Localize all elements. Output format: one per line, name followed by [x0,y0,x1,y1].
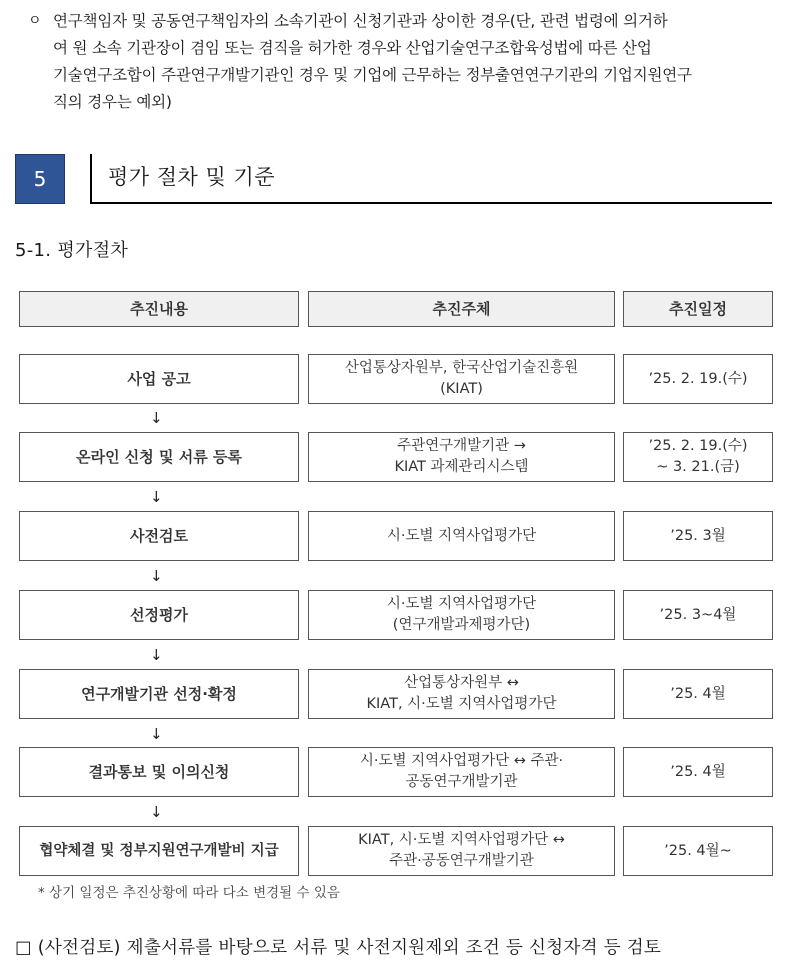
table-row-step: 온라인 신청 및 서류 등록 [19,432,299,482]
intro-paragraph [28,8,773,116]
down-arrow-icon: ↓ [150,725,163,743]
down-arrow-icon: ↓ [150,409,163,427]
table-header-content: 추진내용 [19,291,299,327]
table-row-schedule: ’25. 4월 [623,669,773,719]
table-row-actor: 시·도별 지역사업평가단 [308,511,615,561]
intro-line-4: 직의 경우는 예외) [53,93,172,111]
down-arrow-icon: ↓ [150,803,163,821]
circle-bullet-icon: ㅇ [28,13,42,29]
table-row-actor: 산업통상자원부, 한국산업기술진흥원 (KIAT) [308,354,615,404]
section-number-badge: 5 [15,154,65,204]
table-header-schedule: 추진일정 [623,291,773,327]
table-row-step: 사업 공고 [19,354,299,404]
section-heading [15,154,772,204]
schedule-note: * 상기 일정은 추진상황에 따라 다소 변경될 수 있음 [38,885,340,901]
down-arrow-icon: ↓ [150,567,163,585]
table-row-actor: 주관연구개발기관 → KIAT 과제관리시스템 [308,432,615,482]
table-row-schedule: ’25. 3~4월 [623,590,773,640]
table-row-actor: 시·도별 지역사업평가단 ↔ 주관· 공동연구개발기관 [308,747,615,797]
table-row-schedule: ’25. 4월 [623,747,773,797]
subsection-title: 5-1. 평가절차 [15,240,129,261]
intro-line-2: 여 원 소속 기관장이 겸임 또는 겸직을 허가한 경우와 산업기술연구조합육성법에 따른 산업 [53,39,652,57]
table-row-step: 사전검토 [19,511,299,561]
table-row-actor: 산업통상자원부 ↔ KIAT, 시·도별 지역사업평가단 [308,669,615,719]
intro-line-1: 연구책임자 및 공동연구책임자의 소속기관이 신청기관과 상이한 경우(단, 관련 법령에 의거하 [53,12,668,30]
footer-checklist-item: □ (사전검토) 제출서류를 바탕으로 서류 및 사전지원제외 조건 등 신청자격 등 검토 [15,938,662,958]
intro-line-3: 기술연구조합이 주관연구개발기관인 경우 및 기업에 근무하는 정부출연연구기관의 기업지원연구 [53,66,692,84]
table-header-actor: 추진주체 [308,291,615,327]
table-row-schedule: ’25. 4월~ [623,826,773,876]
table-row-actor: 시·도별 지역사업평가단 (연구개발과제평가단) [308,590,615,640]
table-row-schedule: ’25. 2. 19.(수) ~ 3. 21.(금) [623,432,773,482]
table-row-step: 선정평가 [19,590,299,640]
table-row-actor: KIAT, 시·도별 지역사업평가단 ↔ 주관·공동연구개발기관 [308,826,615,876]
table-row-schedule: ’25. 2. 19.(수) [623,354,773,404]
section-title: 평가 절차 및 기준 [90,154,772,204]
table-row-step: 연구개발기관 선정·확정 [19,669,299,719]
down-arrow-icon: ↓ [150,646,163,664]
down-arrow-icon: ↓ [150,488,163,506]
table-row-step: 결과통보 및 이의신청 [19,747,299,797]
table-row-step: 협약체결 및 정부지원연구개발비 지급 [19,826,299,876]
table-row-schedule: ’25. 3월 [623,511,773,561]
